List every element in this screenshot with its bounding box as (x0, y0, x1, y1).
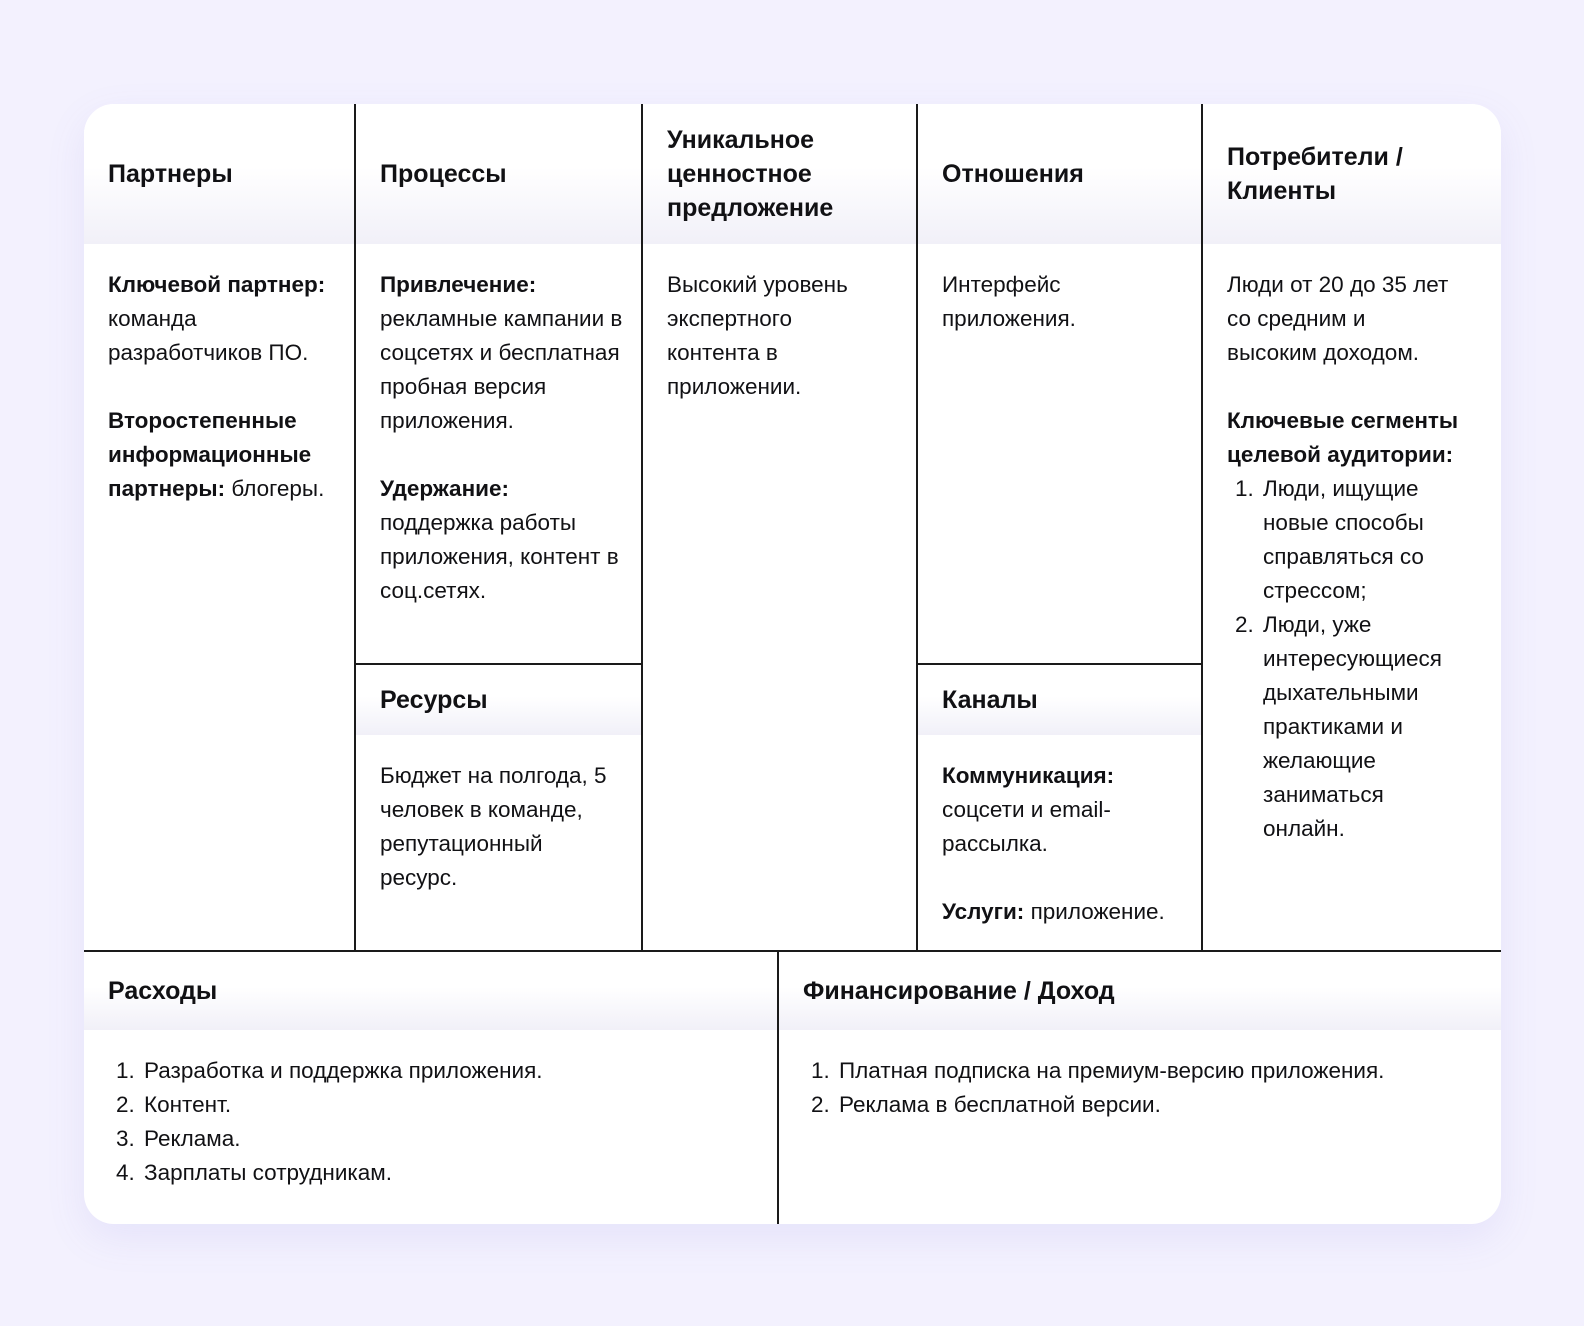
processes-block (356, 104, 641, 952)
revenue-title: Финансирование / Доход (803, 977, 1115, 1005)
list-item-number: 2. (116, 1092, 135, 1117)
secondary-partners-text: блогеры. (231, 476, 325, 501)
partners-body (84, 244, 354, 506)
list-item-text: Контент. (144, 1092, 232, 1117)
relations-block (918, 104, 1201, 952)
segments (1227, 404, 1461, 846)
list-item (1227, 472, 1461, 608)
relations-title: Отношения (942, 160, 1084, 188)
list-item (108, 1156, 759, 1190)
channels-title: Каналы (942, 686, 1038, 714)
costs-body (84, 1030, 777, 1190)
list-item-number: 4. (116, 1160, 135, 1185)
revenue-header (779, 952, 1501, 1030)
value-header (643, 104, 916, 244)
segments-list (1227, 472, 1461, 846)
key-partner-label: Ключевой партнер: (108, 272, 326, 297)
customers-title-line: Клиенты (1227, 177, 1337, 205)
list-item-number: 1. (1235, 476, 1254, 501)
channels-header (918, 665, 1201, 735)
value-block (643, 104, 916, 952)
costs-block (84, 952, 777, 1224)
retention-label: Удержание: (380, 476, 509, 501)
list-item-text: Реклама. (144, 1126, 241, 1151)
segments-label: Ключевые сегменты целевой аудитории: (1227, 408, 1459, 467)
processes-title: Процессы (380, 160, 507, 188)
costs-header (84, 952, 777, 1030)
secondary-partners (108, 404, 344, 506)
business-model-canvas (84, 104, 1501, 1224)
customers-title-line: Потребители / (1227, 143, 1403, 171)
list-item-number: 2. (811, 1092, 830, 1117)
list-item (803, 1054, 1483, 1088)
value-text: Высокий уровень экспертного контента в приложении. (667, 272, 848, 399)
processes-header (356, 104, 641, 244)
resources-title: Ресурсы (380, 686, 488, 714)
customers-body (1203, 244, 1501, 846)
retention-text: поддержка работы приложения, контент в соц.сетях. (380, 510, 619, 603)
key-partner (108, 268, 344, 370)
resources-header (356, 665, 641, 735)
services (942, 895, 1165, 929)
resources-text: Бюджет на полгода, 5 человек в команде, репутационный ресурс. (380, 763, 607, 890)
list-item (1227, 608, 1461, 846)
costs-list (108, 1054, 759, 1190)
revenue-body (779, 1030, 1501, 1122)
services-label: Услуги: (942, 899, 1025, 924)
list-item-number: 3. (116, 1126, 135, 1151)
list-item-text: Реклама в бесплатной версии. (839, 1092, 1161, 1117)
list-item-text: Платная подписка на премиум-версию приложения. (839, 1058, 1385, 1083)
list-item-text: Разработка и поддержка приложения. (144, 1058, 543, 1083)
value-title-line: предложение (667, 194, 834, 222)
customers-header (1203, 104, 1501, 244)
list-item (108, 1122, 759, 1156)
communication-label: Коммуникация: (942, 763, 1115, 788)
relations-body (918, 244, 1201, 336)
retention (380, 472, 623, 608)
partners-title: Партнеры (108, 160, 233, 188)
revenue-list (803, 1054, 1483, 1122)
key-partner-text: команда разработчиков ПО. (108, 306, 309, 365)
attraction-text: рекламные кампании в соцсетях и бесплатная пробная версия приложения. (380, 306, 623, 433)
partners-header (84, 104, 354, 244)
processes-body (356, 244, 641, 608)
list-item-number: 1. (116, 1058, 135, 1083)
resources-body (356, 735, 641, 895)
value-title-line: Уникальное (667, 126, 815, 154)
channels-body (918, 735, 1201, 929)
attraction (380, 268, 623, 438)
communication (942, 759, 1141, 861)
list-item (108, 1054, 759, 1088)
partners-block (84, 104, 354, 952)
value-body (643, 244, 916, 404)
relations-header (918, 104, 1201, 244)
list-item-text: Люди, уже интересующиеся дыхательными практиками и желающие заниматься онлайн. (1263, 612, 1442, 841)
communication-text: соцсети и email-рассылка. (942, 797, 1111, 856)
attraction-label: Привлечение: (380, 272, 537, 297)
costs-title: Расходы (108, 977, 218, 1005)
list-item-number: 2. (1235, 612, 1254, 637)
list-item (803, 1088, 1483, 1122)
list-item-number: 1. (811, 1058, 830, 1083)
list-item-text: Зарплаты сотрудникам. (144, 1160, 392, 1185)
customers-block (1203, 104, 1501, 952)
relations-text: Интерфейс приложения. (942, 272, 1076, 331)
customers-intro: Люди от 20 до 35 лет со средним и высоким доходом. (1227, 272, 1449, 365)
value-title-line: ценностное (667, 160, 812, 188)
list-item-text: Люди, ищущие новые способы справляться со стрессом; (1263, 476, 1424, 603)
services-text: приложение. (1030, 899, 1165, 924)
list-item (108, 1088, 759, 1122)
secondary-partners-label: Второстепенные информационные партнеры: (108, 408, 312, 501)
revenue-block (779, 952, 1501, 1224)
